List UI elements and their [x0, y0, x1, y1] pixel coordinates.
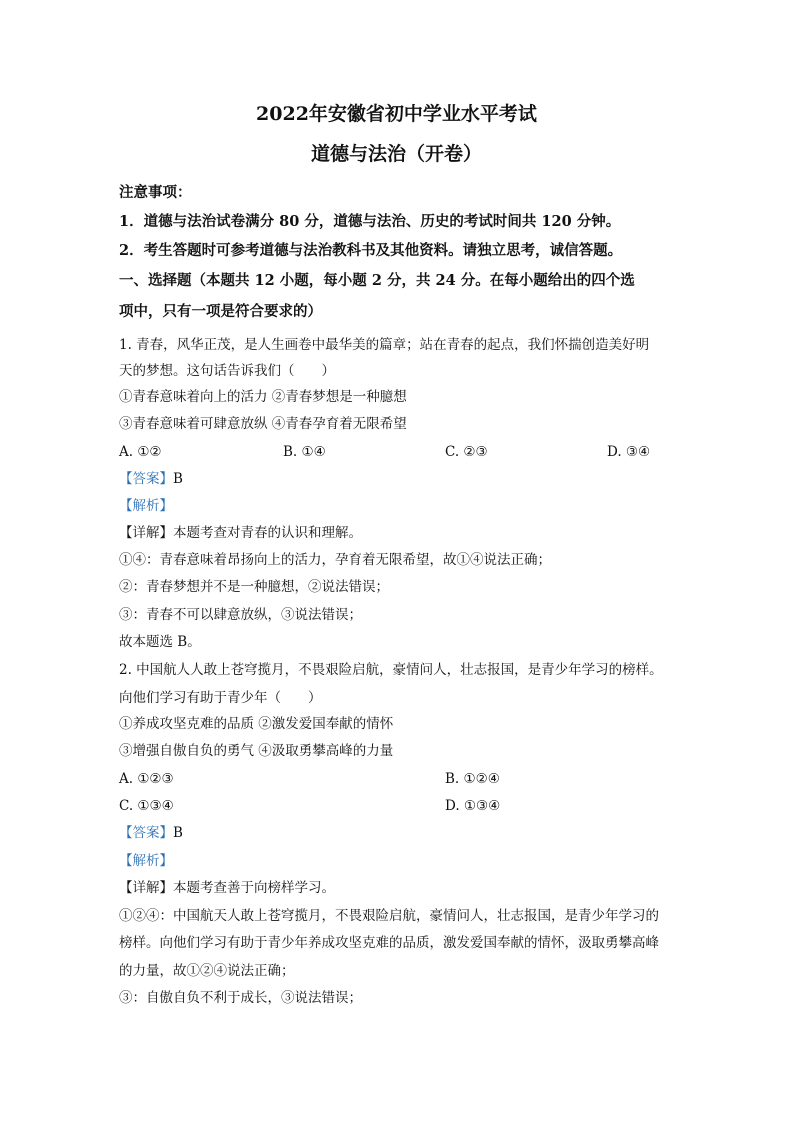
notice-item-1: 1．道德与法治试卷满分 80 分，道德与法治、历史的考试时间共 120 分钟。 [119, 213, 621, 230]
q2-option-a: A. ①②③ [119, 771, 174, 787]
q2-option-d: D. ①③④ [445, 798, 501, 814]
q2-stem-line-1: 2. 中国航人人敢上苍穹揽月，不畏艰险启航，豪情问人，壮志报国，是青少年学习的榜样。 [119, 662, 663, 678]
q1-option-a: A. ①② [119, 444, 162, 460]
q1-stem-line-1: 1. 青春，风华正茂，是人生画卷中最华美的篇章；站在青春的起点，我们怀揣创造美好明 [119, 337, 650, 353]
q1-option-d: D. ③④ [607, 444, 651, 460]
q2-option-c: C. ①③④ [119, 798, 174, 814]
q2-statement-line-1: ①养成攻坚克难的品质 ②激发爱国奉献的情怀 [119, 716, 394, 732]
q2-analysis-tag: 【解析】 [119, 853, 173, 869]
q1-statement-line-2: ③青春意味着可肆意放纵 ④青春孕育着无限希望 [119, 416, 407, 432]
q2-statement-line-2: ③增强自傲自负的勇气 ④汲取勇攀高峰的力量 [119, 743, 394, 759]
q1-option-b: B. ①④ [283, 444, 326, 460]
section-heading-line-2: 项中，只有一项是符合要求的） [119, 303, 322, 320]
q1-stem-line-2: 天的梦想。这句话告诉我们（ ） [119, 363, 335, 379]
q2-explanation-3: 的力量，故①②④说法正确； [119, 963, 295, 979]
q2-option-b: B. ①②④ [445, 771, 500, 787]
q2-answer-value: B [173, 825, 183, 841]
q1-option-c: C. ②③ [445, 444, 488, 460]
q2-explanation-2: 榜样。向他们学习有助于青少年养成攻坚克难的品质，激发爱国奉献的情怀，汲取勇攀高峰 [119, 935, 659, 951]
q2-answer [119, 823, 679, 843]
q1-explanation-1: ①④：青春意味着昂扬向上的活力，孕育着无限希望，故①④说法正确； [119, 552, 551, 568]
q1-answer [119, 469, 679, 489]
q1-detail: 【详解】本题考查对青春的认识和理解。 [119, 525, 362, 541]
q2-explanation-4: ③：自傲自负不利于成长，③说法错误； [119, 990, 362, 1006]
exam-title: 2022年安徽省初中学业水平考试 [256, 103, 537, 125]
section-heading-line-1: 一、选择题（本题共 12 小题，每小题 2 分，共 24 分。在每小题给出的四个选 [119, 272, 635, 289]
q1-explanation-2: ②：青春梦想并不是一种臆想，②说法错误； [119, 579, 389, 595]
q2-explanation-1: ①②④：中国航天人敢上苍穹揽月，不畏艰险启航，豪情问人，壮志报国，是青少年学习的 [119, 908, 659, 924]
q2-stem-line-2: 向他们学习有助于青少年（ ） [119, 690, 322, 706]
q1-explanation-3: ③：青春不可以肆意放纵，③说法错误； [119, 607, 362, 623]
q1-analysis-tag: 【解析】 [119, 498, 173, 514]
notice-item-2: 2．考生答题时可参考道德与法治教科书及其他资料。请独立思考，诚信答题。 [119, 242, 623, 259]
q1-answer-value: B [173, 471, 183, 487]
q2-answer-tag: 【答案】 [119, 825, 173, 841]
q1-answer-tag: 【答案】 [119, 471, 173, 487]
notice-heading: 注意事项： [119, 184, 192, 201]
q2-detail: 【详解】本题考查善于向榜样学习。 [119, 880, 335, 896]
q1-conclusion: 故本题选 B。 [119, 634, 201, 650]
q1-statement-line-1: ①青春意味着向上的活力 ②青春梦想是一种臆想 [119, 389, 407, 405]
exam-subtitle: 道德与法治（开卷） [310, 143, 482, 165]
